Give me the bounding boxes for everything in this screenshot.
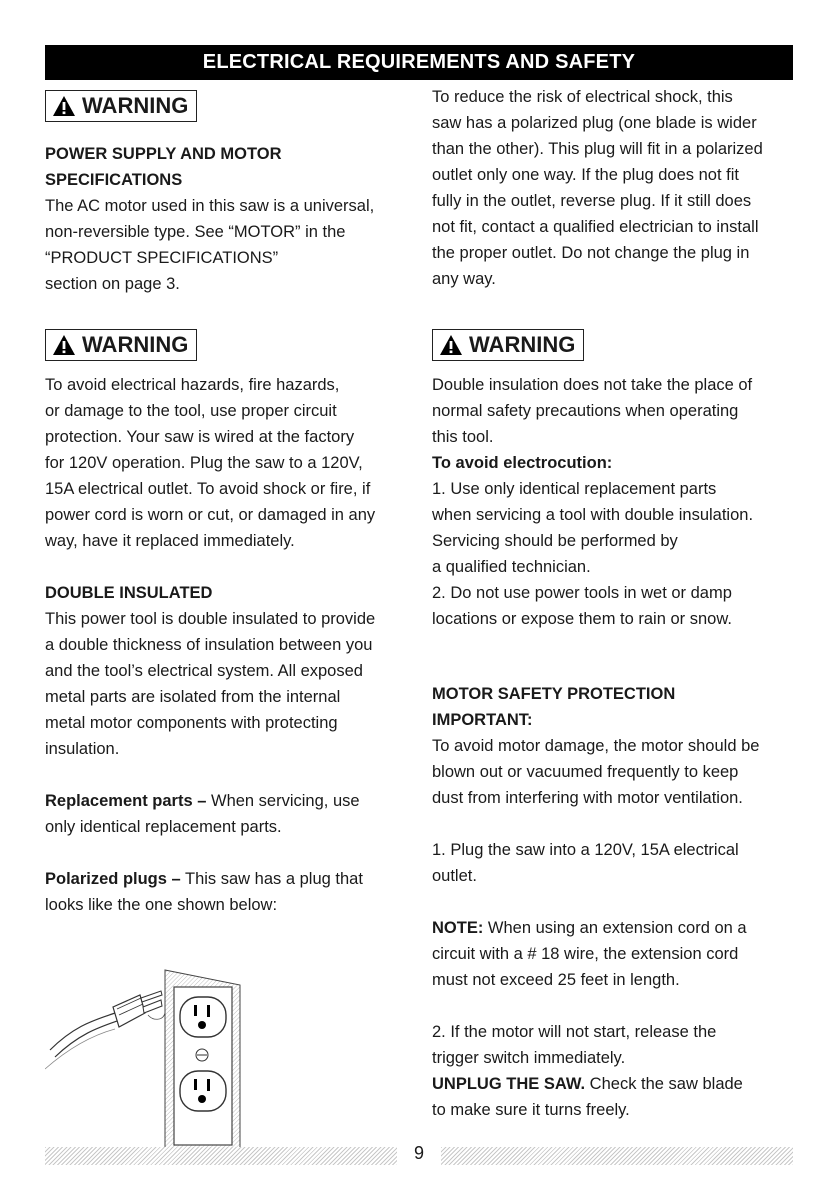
polarized-plugs-line: Polarized plugs – This saw has a plug that xyxy=(45,870,363,888)
text-line: any way. xyxy=(432,270,496,288)
text-line: metal parts are isolated from the internal xyxy=(45,688,341,706)
note-line: NOTE: When using an extension cord on a xyxy=(432,919,747,937)
text-line: Double insulation does not take the place of xyxy=(432,376,753,394)
important-label: IMPORTANT: xyxy=(432,711,533,729)
text-line: section on page 3. xyxy=(45,275,180,293)
warning-label-2: WARNING xyxy=(45,329,197,361)
warning-triangle-icon xyxy=(439,334,463,356)
text-line: the proper outlet. Do not change the plug in xyxy=(432,244,750,262)
text-line: power cord is worn or cut, or damaged in any xyxy=(45,506,376,524)
text-line: To avoid electrical hazards, fire hazards, xyxy=(45,376,340,394)
power-supply-heading-2: SPECIFICATIONS xyxy=(45,171,183,189)
left-column xyxy=(45,90,415,297)
text-line: not fit, contact a qualified electrician to install xyxy=(432,218,759,236)
text-line: fully in the outlet, reverse plug. If it still does xyxy=(432,192,752,210)
text-line: looks like the one shown below: xyxy=(45,896,278,914)
left-column-2 xyxy=(45,329,415,918)
warning-triangle-icon xyxy=(52,334,76,356)
text-line: 1. Use only identical replacement parts xyxy=(432,480,717,498)
page-number: 9 xyxy=(413,1143,424,1163)
text-line: only identical replacement parts. xyxy=(45,818,282,836)
polarized-plug-outlet-illustration xyxy=(45,965,265,1165)
text-line: for 120V operation. Plug the saw to a 120V, xyxy=(45,454,363,472)
text-line: normal safety precautions when operating xyxy=(432,402,739,420)
text-line: outlet only one way. If the plug does not fit xyxy=(432,166,739,184)
power-supply-heading: POWER SUPPLY AND MOTOR xyxy=(45,145,282,163)
section-banner: ELECTRICAL REQUIREMENTS AND SAFETY xyxy=(45,45,793,80)
text-line: to make sure it turns freely. xyxy=(432,1101,630,1119)
right-column-3 xyxy=(432,681,802,1123)
replacement-parts-line: Replacement parts – When servicing, use xyxy=(45,792,360,810)
text-line: 2. If the motor will not start, release the xyxy=(432,1023,717,1041)
polarized-plug-icon xyxy=(45,991,165,1069)
text-line: The AC motor used in this saw is a universal, xyxy=(45,197,375,215)
text-line: must not exceed 25 feet in length. xyxy=(432,971,680,989)
text-line: this tool. xyxy=(432,428,494,446)
text-line: dust from interfering with motor ventilation. xyxy=(432,789,743,807)
text-line: non-reversible type. See “MOTOR” in the xyxy=(45,223,346,241)
double-insulated-heading: DOUBLE INSULATED xyxy=(45,584,213,602)
text-line: and the tool’s electrical system. All exposed xyxy=(45,662,363,680)
text-line: “PRODUCT SPECIFICATIONS” xyxy=(45,249,279,267)
text-line: locations or expose them to rain or snow. xyxy=(432,610,732,628)
text-line: trigger switch immediately. xyxy=(432,1049,626,1067)
text-line: Servicing should be performed by xyxy=(432,532,678,550)
electrocution-heading: To avoid electrocution: xyxy=(432,454,613,472)
text-line: 2. Do not use power tools in wet or damp xyxy=(432,584,732,602)
text-line: protection. Your saw is wired at the factory xyxy=(45,428,355,446)
text-line: or damage to the tool, use proper circuit xyxy=(45,402,337,420)
wall-outlet-icon xyxy=(165,970,240,1165)
motor-safety-heading: MOTOR SAFETY PROTECTION xyxy=(432,685,676,703)
text-line: metal motor components with protecting xyxy=(45,714,338,732)
text-line: way, have it replaced immediately. xyxy=(45,532,295,550)
text-line: a double thickness of insulation between you xyxy=(45,636,373,654)
text-line: 15A electrical outlet. To avoid shock or fire, if xyxy=(45,480,371,498)
text-line: a qualified technician. xyxy=(432,558,591,576)
text-line: This power tool is double insulated to provide xyxy=(45,610,376,628)
text-line: outlet. xyxy=(432,867,477,885)
text-line: when servicing a tool with double insulation. xyxy=(432,506,754,524)
text-line: insulation. xyxy=(45,740,120,758)
warning-triangle-icon xyxy=(52,95,76,117)
text-line: than the other). This plug will fit in a polarized xyxy=(432,140,763,158)
warning-label-1: WARNING xyxy=(45,90,197,122)
text-line: saw has a polarized plug (one blade is wider xyxy=(432,114,757,132)
footer-pattern-left xyxy=(45,1147,397,1165)
text-line: To reduce the risk of electrical shock, this xyxy=(432,88,733,106)
right-column-2 xyxy=(432,329,802,632)
right-column xyxy=(432,84,802,292)
text-line: blown out or vacuumed frequently to keep xyxy=(432,763,739,781)
warning-label-3: WARNING xyxy=(432,329,584,361)
text-line: To avoid motor damage, the motor should be xyxy=(432,737,760,755)
text-line: 1. Plug the saw into a 120V, 15A electrical xyxy=(432,841,739,859)
text-line: circuit with a # 18 wire, the extension cord xyxy=(432,945,739,963)
unplug-line: UNPLUG THE SAW. Check the saw blade xyxy=(432,1075,743,1093)
footer-pattern-right xyxy=(441,1147,793,1165)
